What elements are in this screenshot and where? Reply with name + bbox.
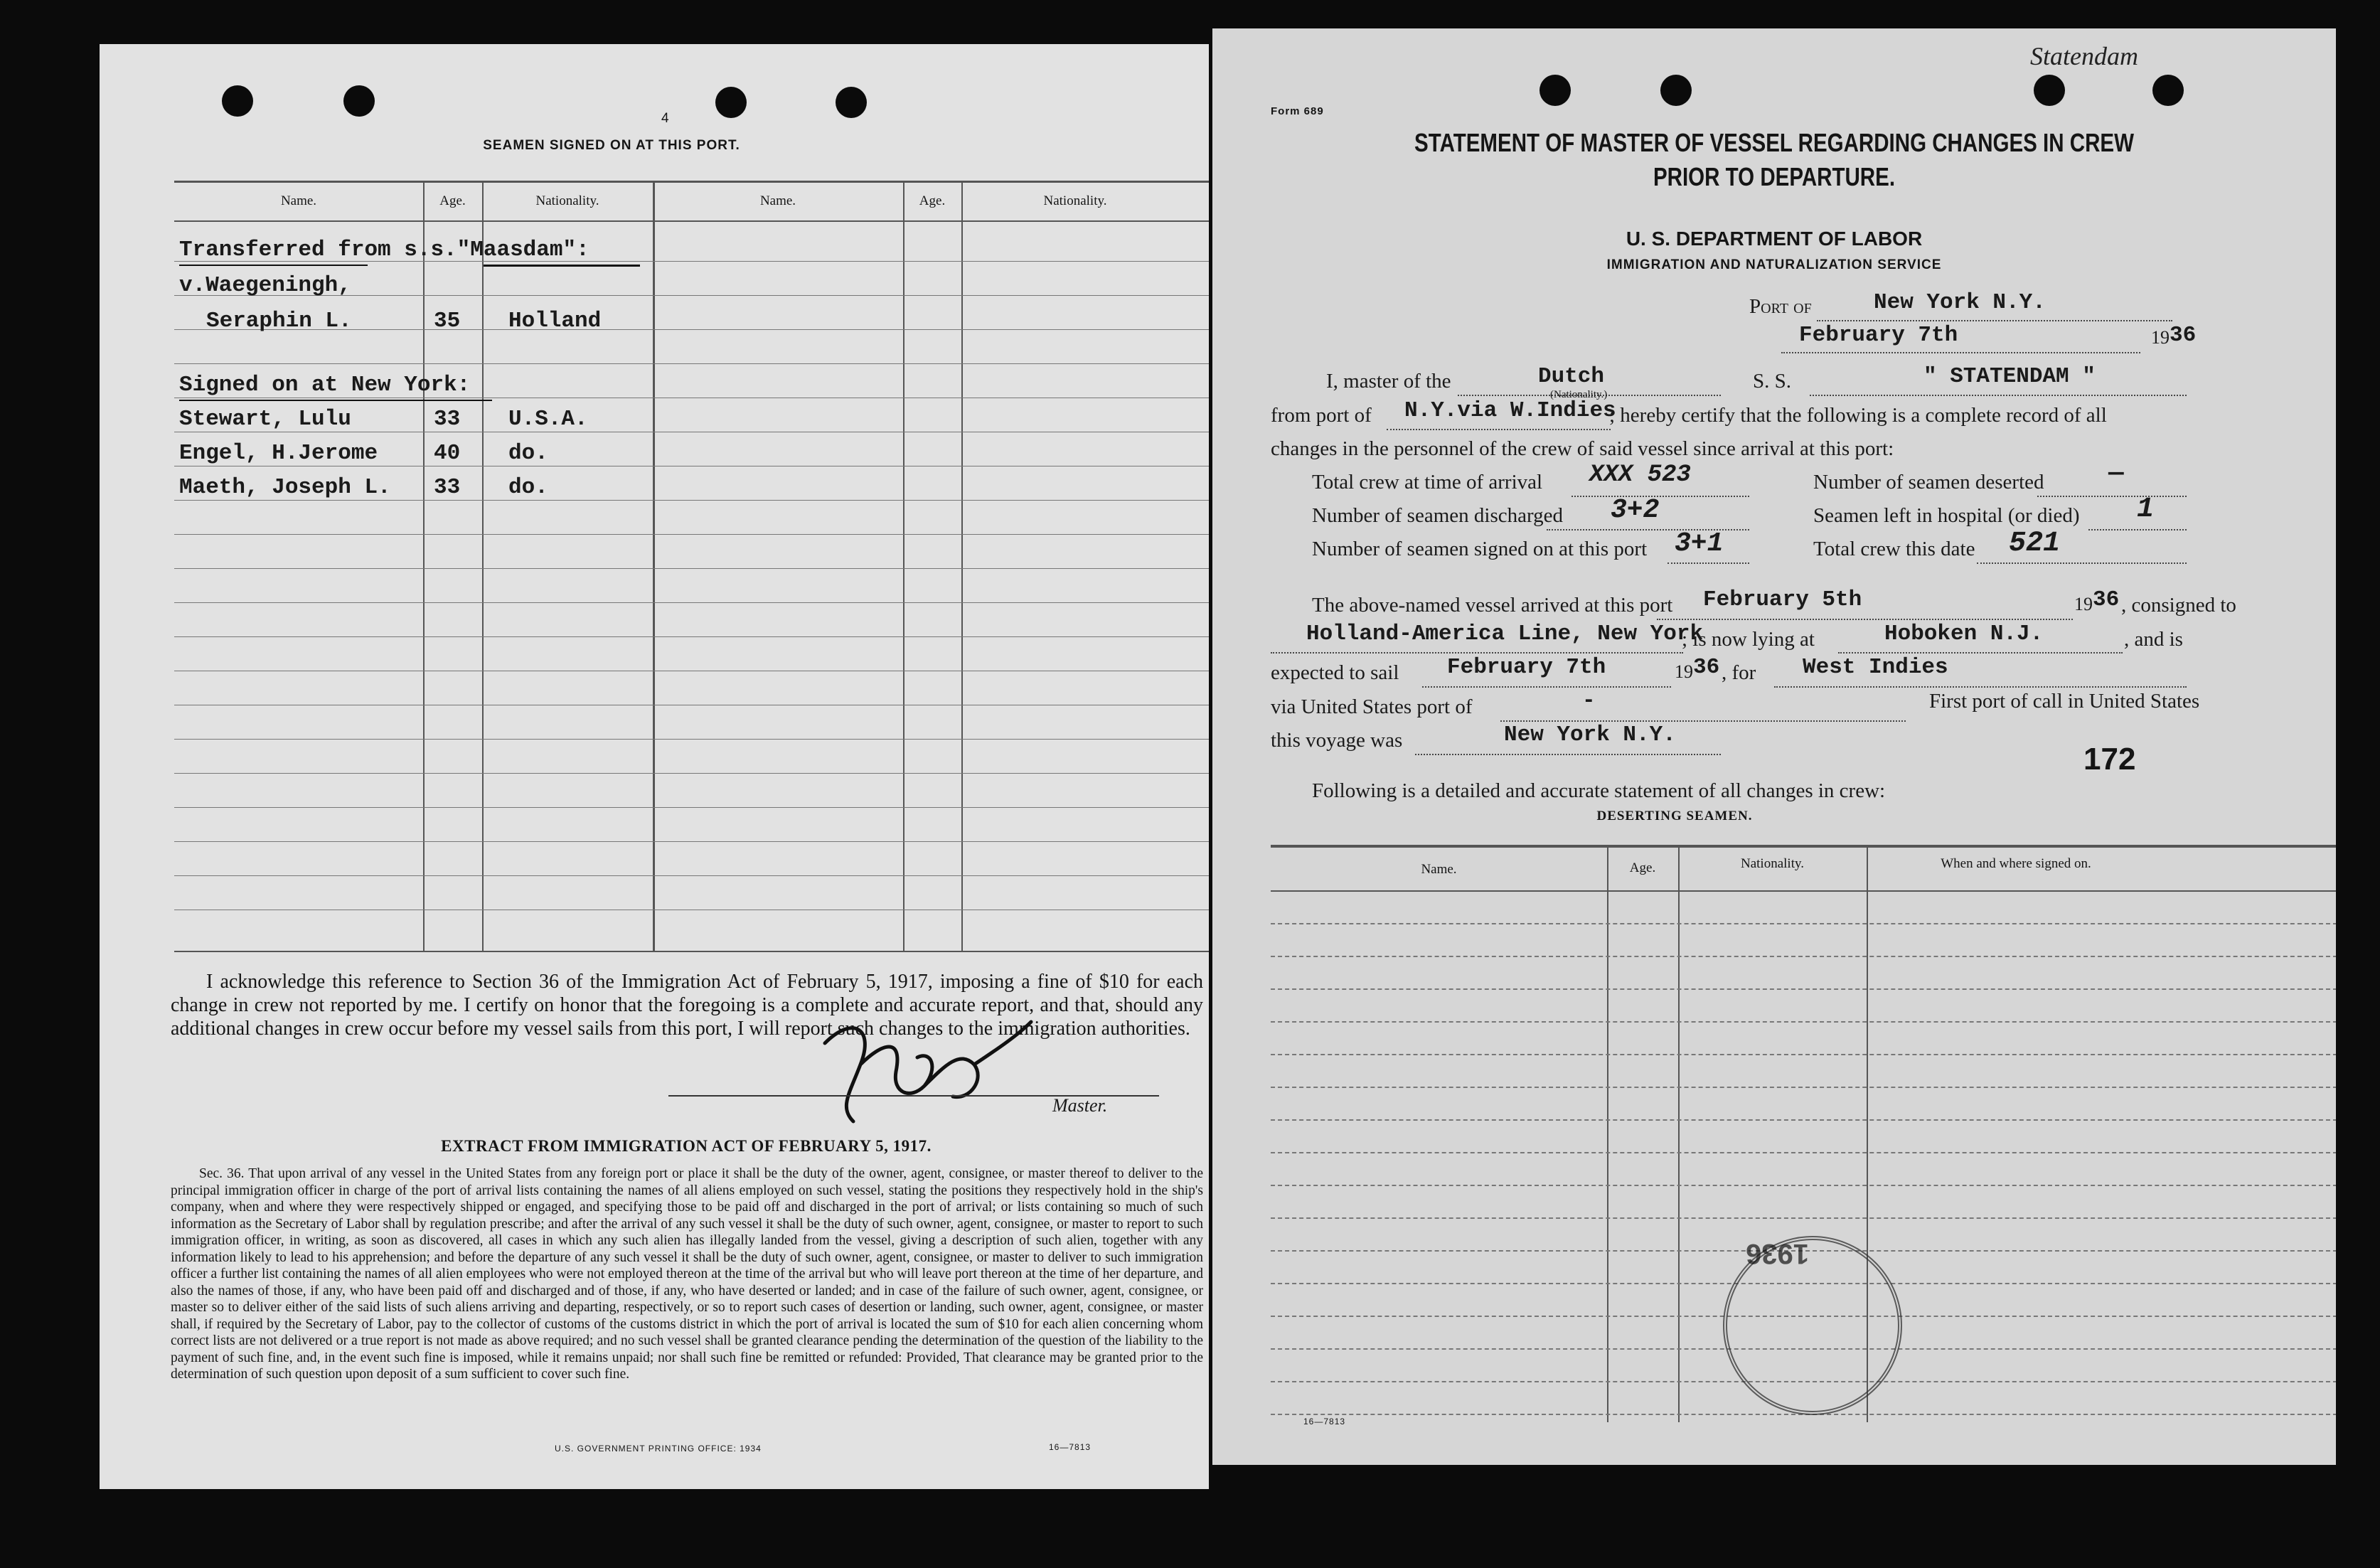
- table-row: Signed on at New York:: [179, 373, 471, 398]
- hospital-value: 1: [2137, 494, 2155, 526]
- via-value: -: [1582, 688, 1596, 713]
- master-signature: [811, 1001, 1045, 1129]
- consignee-value: Holland-America Line, New York: [1306, 622, 1704, 646]
- stamp-year: 1936: [1746, 1238, 1809, 1269]
- year-value: 36: [2170, 323, 2197, 348]
- extract-text: Sec. 36. That upon arrival of any vessel in the United States from any foreign port or place it shall be the duty of the owner, agent, consignee, or master thereof to deliver to the principal immigration officer in charge of the port of arrival lists containing the names of all aliens employed on such vessel, stating the positions they respectively hold in the ship's company, when and where they were respectively shipped or engaged, and specifying those to be paid off and discharged in the port of arrival; or lists containing so much of such information as the Secretary of Labor shall by regulation prescribe; and after the arrival of any such vessel it shall be the duty of such owner, agent, consignee, or master to report to such immigration officer, in writing, as soon as discovered, all cases in which any such alien has illegally landed from the vessel, giving a description of such alien, together with any information likely to lead to his apprehension; and before the departure of any such vessel it shall be the duty of such owner, agent, consignee, or master to deliver to such immigration officer a further list containing the names of all alien employees who were not employed thereon at the time of the arrival but who will leave port thereon at the time of her departure, and also the names of those, if any, who have been paid off and discharged and of those, if any, who have deserted or landed; and in case of the failure of such owner, agent, consignee, or master so to deliver either of the said lists of such aliens arriving and departing, respectively, or so to report such cases of desertion or landing, such owner, agent, consignee, or master shall, if required by the Secretary of Labor, pay to the collector of customs of the customs district in which the port of arrival is located the sum of $10 for each alien concerning whom correct lists are not delivered or a true report is not made as above required; and no such vessel shall be granted clearance pending the determination of the question of the liability to the payment of such fine, and, in the event such fine is imposed, while it remains unpaid; nor shall such fine be remitted or refunded: Provided, That clearance may be granted prior to the determination of such question upon deposit of a sum sufficient to cover such fine.: [171, 1166, 1203, 1382]
- table-row: Seraphin L.: [206, 309, 352, 334]
- desert-col-nationality: Nationality.: [1741, 856, 1804, 871]
- table-cell-nationality: U.S.A.: [508, 407, 588, 432]
- table-row: Stewart, Lulu: [179, 407, 351, 432]
- col-header-age-2: Age.: [919, 193, 946, 208]
- discharged-label: Number of seamen discharged: [1312, 504, 1563, 527]
- signed-value: 3+1: [1675, 528, 1724, 559]
- expected-label: expected to sail: [1271, 661, 1399, 684]
- col-header-nationality-2: Nationality.: [1043, 193, 1107, 208]
- nationality-value: Dutch: [1538, 364, 1605, 389]
- right-page: [1212, 28, 2336, 1465]
- table-row: Maeth, Joseph L.: [179, 475, 391, 500]
- desert-col-age: Age.: [1629, 860, 1656, 875]
- expected-year: 36: [1693, 655, 1720, 680]
- lying-value: Hoboken N.J.: [1884, 622, 2044, 646]
- date-value: February 7th: [1799, 323, 1958, 348]
- service: IMMIGRATION AND NATURALIZATION SERVICE: [1606, 257, 1942, 272]
- department: U. S. DEPARTMENT OF LABOR: [1626, 228, 1923, 250]
- form-title-2: PRIOR TO DEPARTURE.: [1653, 162, 1896, 191]
- table-cell-age: 40: [434, 441, 461, 466]
- master-label: Master.: [1052, 1095, 1108, 1116]
- from-port-value: N.Y.via W.Indies: [1404, 398, 1616, 423]
- total-date-label: Total crew this date: [1813, 538, 1975, 560]
- form-code-right: 16—7813: [1303, 1417, 1346, 1426]
- deserting-title: DESERTING SEAMEN.: [1596, 809, 1753, 823]
- acknowledgment-text: I acknowledge this reference to Section 36 of the Immigration Act of February 5, 1917, imposing a fine of $10 for each change in crew not reported by me. I certify on honor that the foregoing is a complete and accurate report, and that, should any additional changes in crew occur before my vessel sails from this port, I will report such changes to the immigration authorities.: [171, 971, 1203, 1040]
- for-value: West Indies: [1803, 655, 1948, 680]
- first-port-label: First port of call in United States: [1929, 690, 2200, 713]
- from-port-label: from port of: [1271, 404, 1372, 427]
- extract-title: EXTRACT FROM IMMIGRATION ACT OF FEBRUARY 5, 1917.: [441, 1137, 932, 1155]
- corner-note: Statendam: [2030, 42, 2138, 70]
- port-label: Port of: [1749, 295, 1812, 318]
- table-cell-nationality: Holland: [508, 309, 602, 334]
- punch-hole: [222, 85, 253, 117]
- table-cell-nationality: do.: [508, 441, 548, 466]
- col-header-age: Age.: [439, 193, 466, 208]
- punch-hole: [1539, 75, 1571, 106]
- via-label: via United States port of: [1271, 695, 1473, 718]
- following-text: Following is a detailed and accurate statement of all changes in crew:: [1312, 779, 1886, 802]
- punch-hole: [1660, 75, 1692, 106]
- for-label: , for: [1722, 661, 1756, 684]
- master-of-label: I, master of the: [1326, 370, 1451, 393]
- arrived-year: 36: [2093, 587, 2120, 612]
- voyage-label: this voyage was: [1271, 729, 1403, 752]
- form-number: Form 689: [1271, 105, 1324, 117]
- table-cell-nationality: do.: [508, 475, 548, 500]
- arrived-value: February 5th: [1703, 587, 1862, 612]
- voyage-value: New York N.Y.: [1504, 722, 1676, 747]
- arrived-label: The above-named vessel arrived at this port: [1312, 594, 1673, 617]
- col-header-name-2: Name.: [759, 193, 796, 208]
- punch-hole: [836, 87, 867, 118]
- punch-hole: [2152, 75, 2184, 106]
- expected-year-prefix: 19: [1675, 661, 1693, 682]
- table-cell-age: 35: [434, 309, 461, 334]
- expected-value: February 7th: [1447, 655, 1606, 680]
- table-row: Transferred from s.s."Maasdam":: [179, 238, 589, 262]
- table-row: v.Waegeningh,: [179, 273, 351, 298]
- col-header-name: Name.: [280, 193, 317, 208]
- form-title-1: STATEMENT OF MASTER OF VESSEL REGARDING CHANGES IN CREW: [1414, 128, 2134, 157]
- lying-label: ; is now lying at: [1682, 628, 1815, 651]
- consigned-label: , consigned to: [2121, 594, 2236, 617]
- deserted-value: —: [2108, 459, 2124, 488]
- discharged-value: 3+2: [1611, 495, 1660, 526]
- changes-text: changes in the personnel of the crew of said vessel since arrival at this port:: [1271, 437, 1894, 460]
- certify-text: ; hereby certify that the following is a complete record of all: [1609, 404, 2107, 427]
- printer-note: U.S. GOVERNMENT PRINTING OFFICE: 1934: [555, 1444, 762, 1454]
- total-crew-label: Total crew at time of arrival: [1312, 471, 1543, 494]
- hospital-label: Seamen left in hospital (or died): [1813, 504, 2080, 527]
- total-date-value: 521: [2009, 528, 2061, 560]
- nationality-caption: (Nationality.): [1550, 389, 1608, 400]
- year-prefix: 19: [2151, 327, 2170, 348]
- total-crew-value: XXX 523: [1589, 462, 1691, 489]
- form-code: 16—7813: [1049, 1442, 1092, 1452]
- desert-col-name: Name.: [1421, 862, 1457, 877]
- port-value: New York N.Y.: [1874, 290, 2046, 315]
- arrived-year-prefix: 19: [2074, 594, 2093, 614]
- table-cell-age: 33: [434, 407, 461, 432]
- ship-name: " STATENDAM ": [1923, 364, 2096, 389]
- signed-label: Number of seamen signed on at this port: [1312, 538, 1648, 560]
- section-title: SEAMEN SIGNED ON AT THIS PORT.: [483, 138, 740, 153]
- table-row: Engel, H.Jerome: [179, 441, 378, 466]
- punch-hole: [715, 87, 747, 118]
- punch-hole: [2034, 75, 2065, 106]
- stamp-number: 172: [2083, 742, 2136, 777]
- col-header-nationality: Nationality.: [535, 193, 599, 208]
- left-page: [100, 44, 1209, 1489]
- page-number: 4: [661, 111, 670, 126]
- deserted-label: Number of seamen deserted: [1813, 471, 2044, 494]
- desert-col-signed: When and where signed on.: [1941, 856, 2091, 871]
- and-is: , and is: [2124, 628, 2183, 651]
- ss-label: S. S.: [1753, 370, 1792, 393]
- punch-hole: [343, 85, 375, 117]
- table-cell-age: 33: [434, 475, 461, 500]
